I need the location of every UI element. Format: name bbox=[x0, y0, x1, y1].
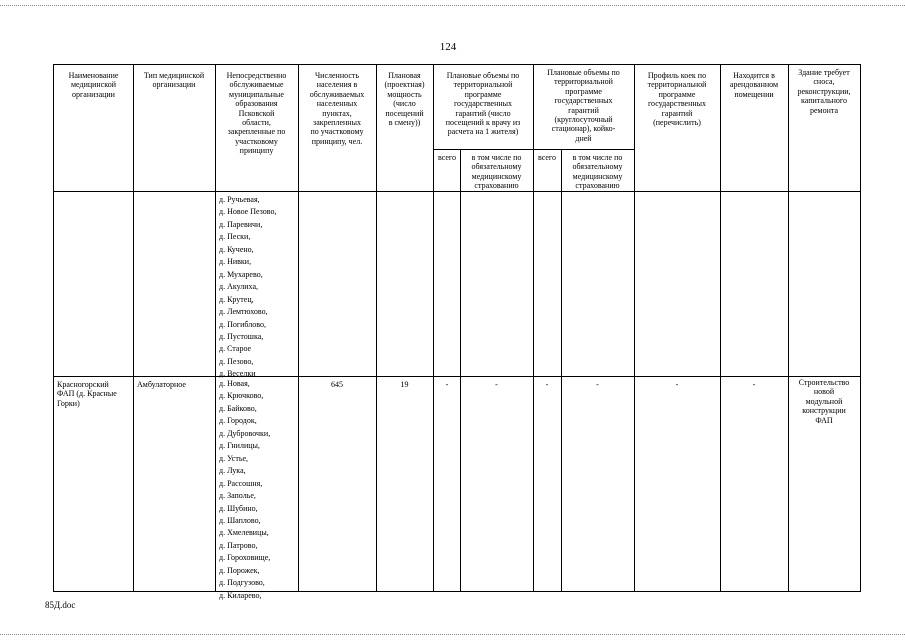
scan-edge-top bbox=[0, 5, 905, 6]
row-capacity: 19 bbox=[400, 380, 409, 389]
row-separator-line bbox=[54, 376, 860, 377]
list-item: д. Лука, bbox=[219, 466, 246, 476]
list-item: д. Старое bbox=[219, 344, 252, 354]
continued-village-list bbox=[219, 194, 276, 381]
list-item: д. Кучено, bbox=[219, 244, 254, 254]
list-item: д. Дубровочки, bbox=[219, 428, 271, 438]
list-item: д. Мухарево, bbox=[219, 269, 263, 279]
row-organization-name: Красногорский ФАП (д. Красные Горки) bbox=[57, 380, 117, 408]
header-bed-profile: Профиль коек по территориальной программе государственных гарантий (перечислить) bbox=[647, 71, 707, 128]
list-item: д. Пустошка, bbox=[219, 331, 264, 341]
list-item: д. Лемтюхово, bbox=[219, 307, 268, 317]
list-item: д. Шаплово, bbox=[219, 515, 261, 525]
list-item: д. Заполье, bbox=[219, 491, 256, 501]
row-bed-profile: - bbox=[675, 380, 679, 389]
col-line-11 bbox=[788, 65, 789, 591]
header-bottom-line bbox=[54, 191, 860, 192]
col-line-9 bbox=[634, 65, 635, 591]
list-item: д. Байково, bbox=[219, 403, 257, 413]
header-capacity: Плановая (проектная) мощность (число посещений в смену)) bbox=[384, 71, 425, 128]
col-line-8 bbox=[561, 149, 562, 591]
header-organization-type: Тип медицинской организации bbox=[143, 71, 205, 90]
list-item: д. Новая, bbox=[219, 379, 250, 388]
list-item: д. Пески, bbox=[219, 232, 251, 242]
list-item: д. Гнилицы, bbox=[219, 441, 260, 451]
list-item: д. Крючково, bbox=[219, 391, 264, 401]
header-population: Численность населения в обслуживаемых населенных пунктах, закрепленных по участковому принципу, чел. bbox=[309, 71, 365, 146]
list-item: д. Пезово, bbox=[219, 356, 254, 366]
row-organization-type: Амбулаторное bbox=[137, 380, 186, 389]
list-item: д. Рассошня, bbox=[219, 478, 263, 488]
row-building-status: Строительство новой модульной конструкции ФАП bbox=[798, 378, 850, 425]
subheader-days-total: всего bbox=[537, 153, 556, 162]
list-item: д. Городок, bbox=[219, 416, 257, 426]
medical-organizations-table bbox=[53, 64, 861, 600]
list-item: д. Порожек, bbox=[219, 565, 260, 575]
row-village-list bbox=[219, 378, 270, 602]
row-days-oms: - bbox=[596, 380, 599, 389]
header-building-status: Здание требует сноса, реконструкции, капитального ремонта bbox=[797, 68, 851, 115]
list-item: д. Гороховище, bbox=[219, 553, 271, 563]
row-visits-oms: - bbox=[495, 380, 498, 389]
page-number: 124 bbox=[439, 41, 457, 53]
list-item: д. Нивки, bbox=[219, 257, 252, 267]
footer-filename: 85Д.doc bbox=[45, 600, 76, 610]
col-line-5 bbox=[433, 65, 434, 591]
list-item: д. Погиблово, bbox=[219, 319, 266, 329]
list-item: д. Веселки bbox=[219, 369, 256, 379]
col-line-6 bbox=[460, 149, 461, 591]
subheader-visits-oms: в том числе по обязательному медицинскому страхованию bbox=[471, 153, 522, 191]
scan-edge-bottom bbox=[0, 634, 905, 635]
list-item: д. Устье, bbox=[219, 453, 249, 463]
header-served-area: Непосредственно обслуживаемые муниципальные образования Псковской области, закрепленные по участковому принципу bbox=[226, 71, 287, 156]
list-item: д. Киларево, bbox=[219, 590, 262, 600]
list-item: д. Хмелевицы, bbox=[219, 528, 269, 538]
col-line-1 bbox=[133, 65, 134, 591]
header-leased-premises: Находится в арендованном помещении bbox=[729, 71, 779, 99]
list-item: д. Ручьевая, bbox=[219, 195, 260, 204]
list-item: д. Патрово, bbox=[219, 540, 258, 550]
list-item: д. Шубино, bbox=[219, 503, 258, 513]
row-days-total: - bbox=[545, 380, 549, 389]
header-organization-name: Наименование медицинской организации bbox=[68, 71, 119, 99]
col-line-10 bbox=[720, 65, 721, 591]
subheader-days-oms: в том числе по обязательному медицинскому страхованию bbox=[572, 153, 623, 191]
col-line-7 bbox=[533, 65, 534, 591]
col-line-4 bbox=[376, 65, 377, 591]
list-item: д. Подгузово, bbox=[219, 578, 265, 588]
row-population: 645 bbox=[331, 380, 343, 389]
list-item: д. Паревичи, bbox=[219, 219, 263, 229]
subheader-visits-total: всего bbox=[437, 153, 456, 162]
list-item: д. Новое Пезово, bbox=[219, 207, 277, 217]
header-planned-bed-days: Плановые объемы по территориальной программе государственных гарантий (круглосуточный стационар), койко- дней bbox=[547, 68, 620, 143]
header-planned-visits: Плановые объемы по территориальной программе государственных гарантий (число посещений к врачу из расчета на 1 жителя) bbox=[445, 71, 521, 137]
row-visits-total: - bbox=[445, 380, 449, 389]
list-item: д. Крутец, bbox=[219, 294, 254, 304]
row-leased: - bbox=[752, 380, 756, 389]
list-item: д. Акулиха, bbox=[219, 282, 258, 292]
